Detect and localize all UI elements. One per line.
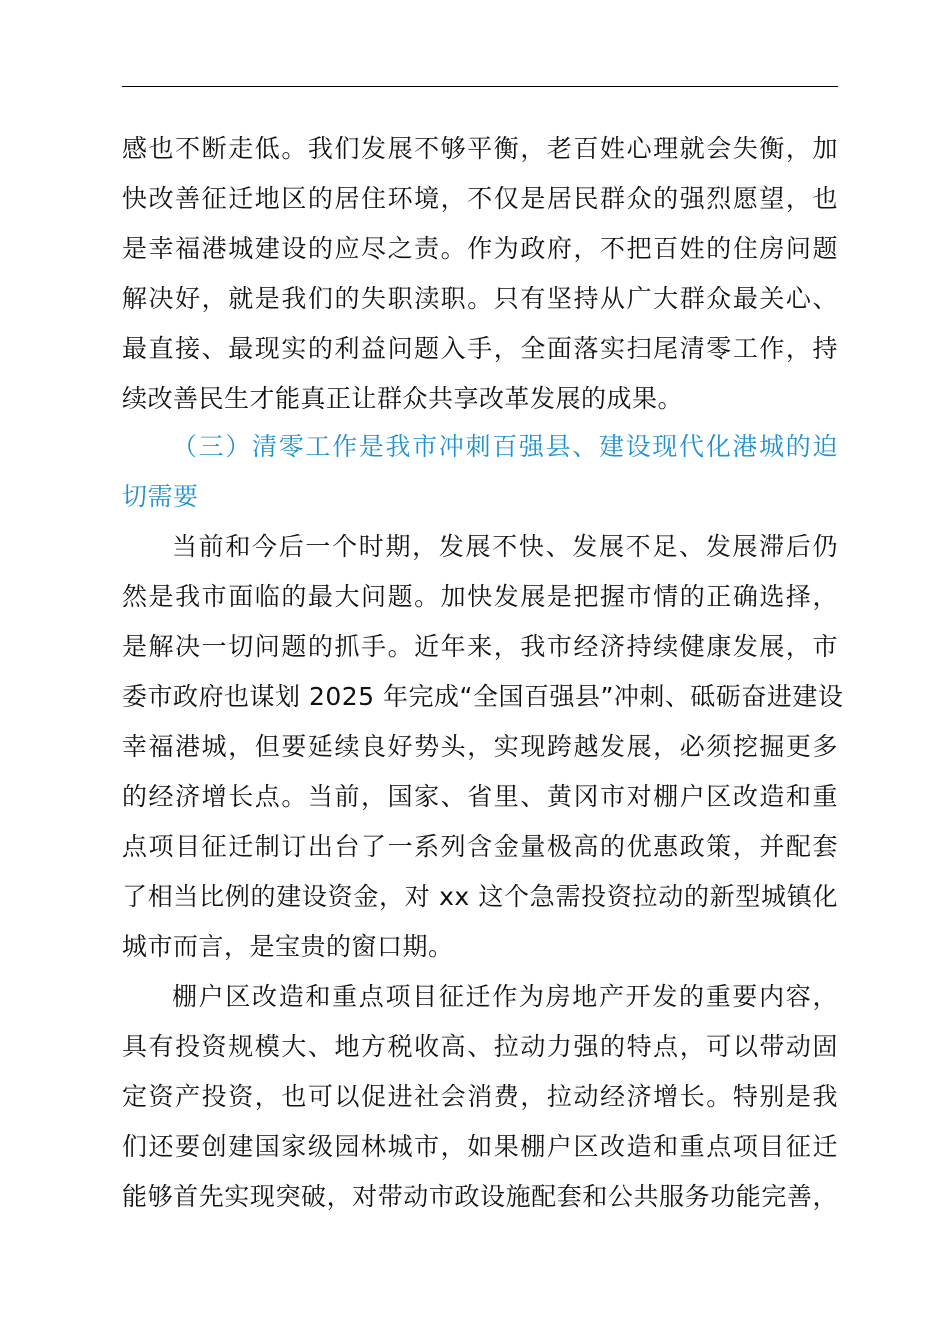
paragraph-line: 解决好，就是我们的失职渎职。只有坚持从广大群众最关心、 bbox=[122, 284, 838, 313]
paragraph-line: 定资产投资，也可以促进社会消费，拉动经济增长。特别是我 bbox=[122, 1082, 838, 1111]
paragraph-line: 是解决一切问题的抓手。近年来，我市经济持续健康发展，市 bbox=[122, 632, 838, 661]
paragraph-line: 城市而言，是宝贵的窗口期。 bbox=[122, 932, 454, 961]
paragraph-line: 具有投资规模大、地方税收高、拉动力强的特点，可以带动固 bbox=[122, 1032, 838, 1061]
paragraph-line: 然是我市面临的最大问题。加快发展是把握市情的正确选择， bbox=[122, 582, 838, 611]
paragraph-line: 续改善民生才能真正让群众共享改革发展的成果。 bbox=[122, 384, 684, 413]
paragraph-line: 点项目征迁制订出台了一系列含金量极高的优惠政策，并配套 bbox=[122, 832, 838, 861]
section-heading: 切需要 bbox=[122, 482, 199, 511]
paragraph-line: 的经济增长点。当前，国家、省里、黄冈市对棚户区改造和重 bbox=[122, 782, 838, 811]
paragraph-line: 们还要创建国家级园林城市，如果棚户区改造和重点项目征迁 bbox=[122, 1132, 838, 1161]
header-rule bbox=[122, 86, 838, 87]
paragraph-line: 幸福港城，但要延续良好势头，实现跨越发展，必须挖掘更多 bbox=[122, 732, 838, 761]
paragraph-line: 能够首先实现突破，对带动市政设施配套和公共服务功能完善， bbox=[122, 1182, 838, 1211]
section-heading: （三）清零工作是我市冲刺百强县、建设现代化港城的迫 bbox=[172, 432, 838, 461]
paragraph-line: 感也不断走低。我们发展不够平衡，老百姓心理就会失衡，加 bbox=[122, 134, 838, 163]
paragraph-line: 是幸福港城建设的应尽之责。作为政府，不把百姓的住房问题 bbox=[122, 234, 838, 263]
paragraph-line: 棚户区改造和重点项目征迁作为房地产开发的重要内容， bbox=[172, 982, 838, 1011]
paragraph-line: 当前和今后一个时期，发展不快、发展不足、发展滞后仍 bbox=[172, 532, 838, 561]
paragraph-line: 了相当比例的建设资金，对 xx 这个急需投资拉动的新型城镇化 bbox=[122, 882, 838, 911]
paragraph-line: 快改善征迁地区的居住环境，不仅是居民群众的强烈愿望，也 bbox=[122, 184, 838, 213]
paragraph-line: 委市政府也谋划 2025 年完成“全国百强县”冲刺、砥砺奋进建设 bbox=[122, 682, 844, 711]
paragraph-line: 最直接、最现实的利益问题入手，全面落实扫尾清零工作，持 bbox=[122, 334, 838, 363]
